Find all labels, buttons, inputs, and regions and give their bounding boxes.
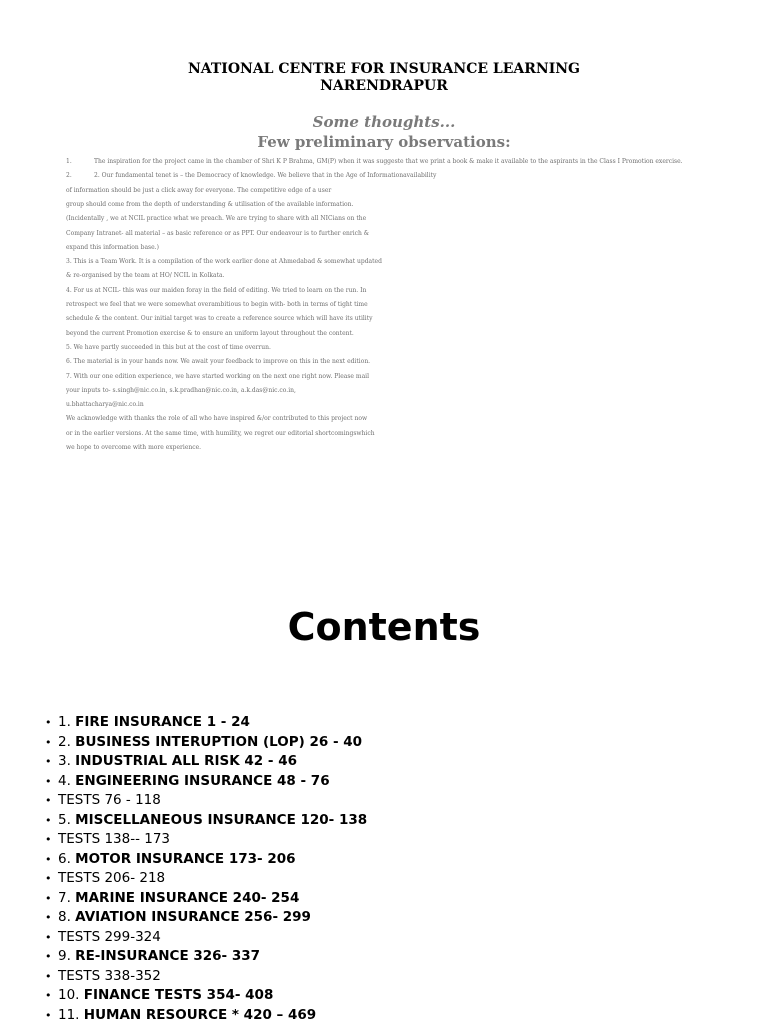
note-text: group should come from the depth of understanding & utilisation of the available information.: [66, 201, 353, 208]
note-text: beyond the current Promotion exercise & to ensure an uniform layout throughout the content.: [66, 330, 354, 337]
org-location: NARENDRAPUR: [0, 78, 768, 95]
note-line: [66, 373, 726, 381]
note-text: expand this information base.): [66, 244, 159, 251]
contents-item: [45, 889, 367, 909]
contents-item-label: TESTS 206- 218: [58, 870, 165, 886]
contents-item-number: 10.: [58, 987, 84, 1003]
contents-item-label: FIRE INSURANCE 1 - 24: [75, 714, 250, 730]
bullet-icon: •: [45, 830, 58, 850]
note-line: [66, 258, 726, 266]
note-line: [66, 230, 726, 238]
note-line: [66, 301, 726, 309]
contents-heading: Contents: [0, 604, 768, 650]
note-line: [66, 430, 726, 438]
contents-list: [45, 713, 367, 1025]
note-line: [66, 330, 726, 338]
note-line: [66, 401, 726, 409]
bullet-icon: •: [45, 889, 58, 909]
note-text: & re-organised by the team at HO/ NCIL in Kolkata.: [66, 272, 225, 279]
note-line: [66, 315, 726, 323]
contents-item-label: MARINE INSURANCE 240- 254: [75, 890, 299, 906]
bullet-icon: •: [45, 772, 58, 792]
note-line: [66, 244, 726, 252]
note-text: 6. The material is in your hands now. We await your feedback to improve on this in the next edition.: [66, 358, 370, 365]
bullet-icon: •: [45, 752, 58, 772]
note-text: retrospect we feel that we were somewhat overambitious to begin with- both in terms of tight time: [66, 301, 368, 308]
contents-item-label: AVIATION INSURANCE 256- 299: [75, 909, 311, 925]
note-text: of information should be just a click away for everyone. The competitive edge of a user: [66, 187, 331, 194]
contents-item-label: TESTS 338-352: [58, 968, 161, 984]
note-text: u.bhattacharya@nic.co.in: [66, 401, 144, 408]
bullet-icon: •: [45, 791, 58, 811]
note-text: (Incidentally , we at NCIL practice what we preach. We are trying to share with all NICians on the: [66, 215, 366, 222]
contents-item-number: 9.: [58, 948, 75, 964]
note-text: 2. Our fundamental tenet is – the Democracy of knowledge. We believe that in the Age of Informationavailability: [94, 172, 436, 179]
contents-item-number: 11.: [58, 1007, 84, 1023]
note-text: Company Intranet- all material – as basic reference or as PPT. Our endeavour is to further enrich &: [66, 230, 369, 237]
contents-item-label: INDUSTRIAL ALL RISK 42 - 46: [75, 753, 297, 769]
contents-item-label: RE-INSURANCE 326- 337: [75, 948, 260, 964]
contents-item-number: 7.: [58, 890, 75, 906]
note-line: [66, 158, 726, 166]
contents-item: [45, 908, 367, 928]
bullet-icon: •: [45, 967, 58, 987]
contents-item: [45, 1006, 367, 1025]
note-text: 7. With our one edition experience, we have started working on the next one right now. Please mail: [66, 373, 369, 380]
bullet-icon: •: [45, 869, 58, 889]
note-line: [66, 415, 726, 423]
bullet-icon: •: [45, 850, 58, 870]
bullet-icon: •: [45, 928, 58, 948]
contents-item-label: MOTOR INSURANCE 173- 206: [75, 851, 295, 867]
contents-item-number: 8.: [58, 909, 75, 925]
contents-item: [45, 928, 367, 948]
note-text: your inputs to- s.singh@nic.co.in, s.k.pradhan@nic.co.in, a.k.das@nic.co.in,: [66, 387, 296, 394]
some-thoughts-heading: Some thoughts...: [0, 113, 768, 131]
note-line: [66, 201, 726, 209]
note-line: [66, 187, 726, 195]
contents-item-label: TESTS 299-324: [58, 929, 161, 945]
contents-item: [45, 733, 367, 753]
note-text: 4. For us at NCIL- this was our maiden foray in the field of editing. We tried to learn on the run. In: [66, 287, 366, 294]
note-line: [66, 387, 726, 395]
bullet-icon: •: [45, 1006, 58, 1025]
contents-item: [45, 713, 367, 733]
contents-item: [45, 772, 367, 792]
bullet-icon: •: [45, 947, 58, 967]
note-text: or in the earlier versions. At the same time, with humility, we regret our editorial shortcomingswhich: [66, 430, 375, 437]
contents-item-number: 2.: [58, 734, 75, 750]
note-line: [66, 287, 726, 295]
contents-item: [45, 947, 367, 967]
contents-item-label: HUMAN RESOURCE * 420 – 469: [84, 1007, 316, 1023]
contents-item-label: BUSINESS INTERUPTION (LOP) 26 - 40: [75, 734, 362, 750]
contents-item: [45, 752, 367, 772]
note-line: [66, 172, 726, 180]
contents-item: [45, 869, 367, 889]
note-text: schedule & the content. Our initial target was to create a reference source which will have its utility: [66, 315, 373, 322]
contents-item: [45, 811, 367, 831]
note-line: [66, 358, 726, 366]
contents-item-label: FINANCE TESTS 354- 408: [84, 987, 274, 1003]
bullet-icon: •: [45, 713, 58, 733]
note-text: 5. We have partly succeeded in this but at the cost of time overrun.: [66, 344, 271, 351]
bullet-icon: •: [45, 811, 58, 831]
contents-item-label: MISCELLANEOUS INSURANCE 120- 138: [75, 812, 367, 828]
contents-item-number: 5.: [58, 812, 75, 828]
org-name: NATIONAL CENTRE FOR INSURANCE LEARNING: [0, 61, 768, 78]
note-text: we hope to overcome with more experience.: [66, 444, 201, 451]
contents-item-number: 4.: [58, 773, 75, 789]
bullet-icon: •: [45, 986, 58, 1006]
bullet-icon: •: [45, 733, 58, 753]
observations-heading: Few preliminary observations:: [0, 133, 768, 151]
note-line: [66, 344, 726, 352]
contents-item: [45, 986, 367, 1006]
contents-item-number: 3.: [58, 753, 75, 769]
contents-item: [45, 830, 367, 850]
contents-item-label: TESTS 76 - 118: [58, 792, 161, 808]
note-text: The inspiration for the project came in the chamber of Shri K P Brahma, GM(P) when it was suggeste that we print a book & make it available to the aspirants in the Class I Promotion exercise.: [94, 158, 683, 165]
note-number: 1.: [66, 158, 94, 166]
note-line: [66, 215, 726, 223]
contents-item-label: TESTS 138-- 173: [58, 831, 170, 847]
contents-item-number: 1.: [58, 714, 75, 730]
note-line: [66, 444, 726, 452]
note-text: 3. This is a Team Work. It is a compilation of the work earlier done at Ahmedabad & somewhat updated: [66, 258, 382, 265]
contents-item-number: 6.: [58, 851, 75, 867]
contents-item-label: ENGINEERING INSURANCE 48 - 76: [75, 773, 329, 789]
bullet-icon: •: [45, 908, 58, 928]
contents-item: [45, 967, 367, 987]
contents-item: [45, 850, 367, 870]
note-line: [66, 272, 726, 280]
contents-item: [45, 791, 367, 811]
note-text: We acknowledge with thanks the role of all who have inspired &/or contributed to this project now: [66, 415, 367, 422]
note-number: 2.: [66, 172, 94, 180]
